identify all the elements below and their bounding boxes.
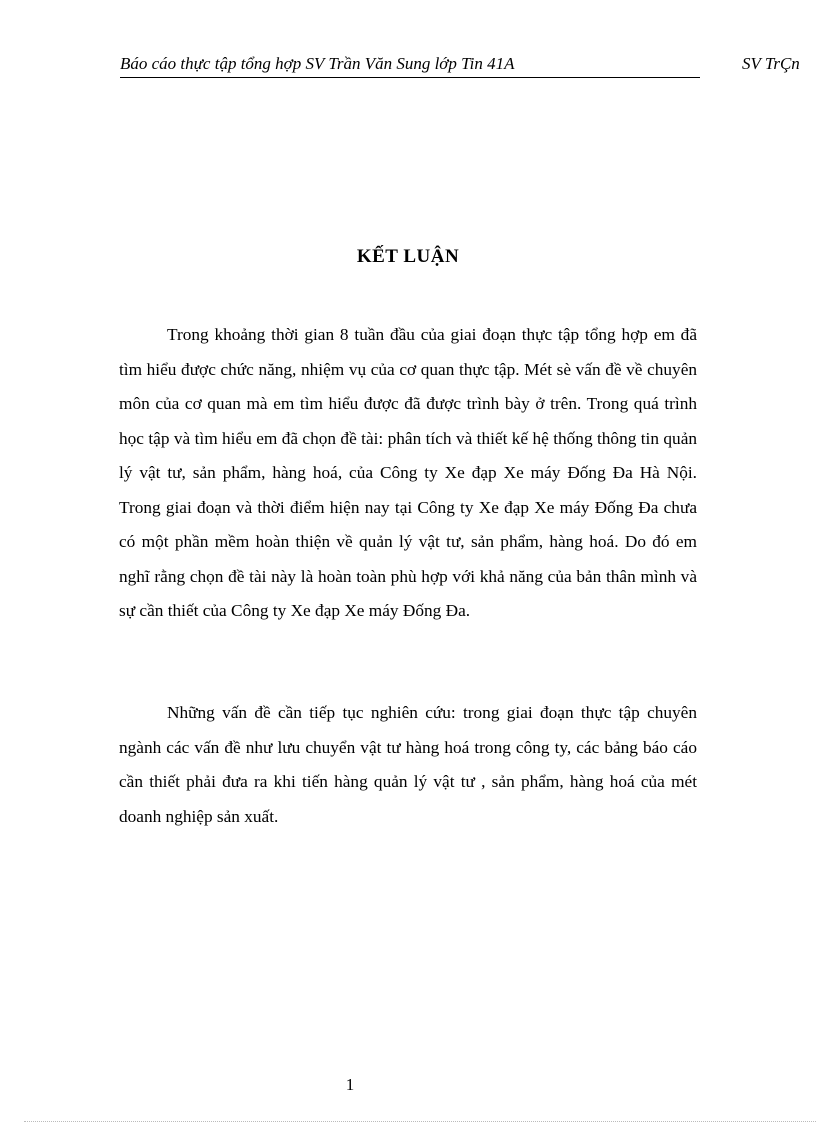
page-number: 1 [345,1075,355,1094]
paragraph-further-research: Những vấn đề cần tiếp tục nghiên cứu: trong giai đoạn thực tập chuyên ngành các vấn đề như lưu chuyển vật tư hàng hoá trong công ty, các bảng báo cáo cần thiết phải đưa ra khi tiến hàng quản lý vật tư , sản phẩm, hàng hoá của mét doanh nghiệp sản xuất. [119,703,697,826]
running-header-author: SV TrÇn [742,54,800,73]
running-header-title: Báo cáo thực tập tổng hợp SV Trần Văn Sung lớp Tin 41A [120,52,700,78]
paragraph-conclusion: Trong khoảng thời gian 8 tuần đầu của giai đoạn thực tập tổng hợp em đã tìm hiểu được chức năng, nhiệm vụ của cơ quan thực tập. Mét sè vấn đề về chuyên môn của cơ quan mà em tìm hiểu được đã được trình bày ở trên. Trong quá trình học tập và tìm hiểu em đã chọn đề tài: phân tích và thiết kế hệ thống thông tin quản lý vật tư, sản phẩm, hàng hoá, của Công ty Xe đạp Xe máy Đống Đa Hà Nội. Trong giai đoạn và thời điểm hiện nay tại Công ty Xe đạp Xe máy Đống Đa chưa có một phần mềm hoàn thiện về quản lý vật tư, sản phẩm, hàng hoá. Do đó em nghĩ rằng chọn đề tài này là hoàn toàn phù hợp với khả năng của bản thân mình và sự cần thiết của Công ty Xe đạp Xe máy Đống Đa. [119,325,697,620]
page-title: KẾT LUẬN [356,246,460,267]
page-bottom-divider [24,1121,816,1122]
